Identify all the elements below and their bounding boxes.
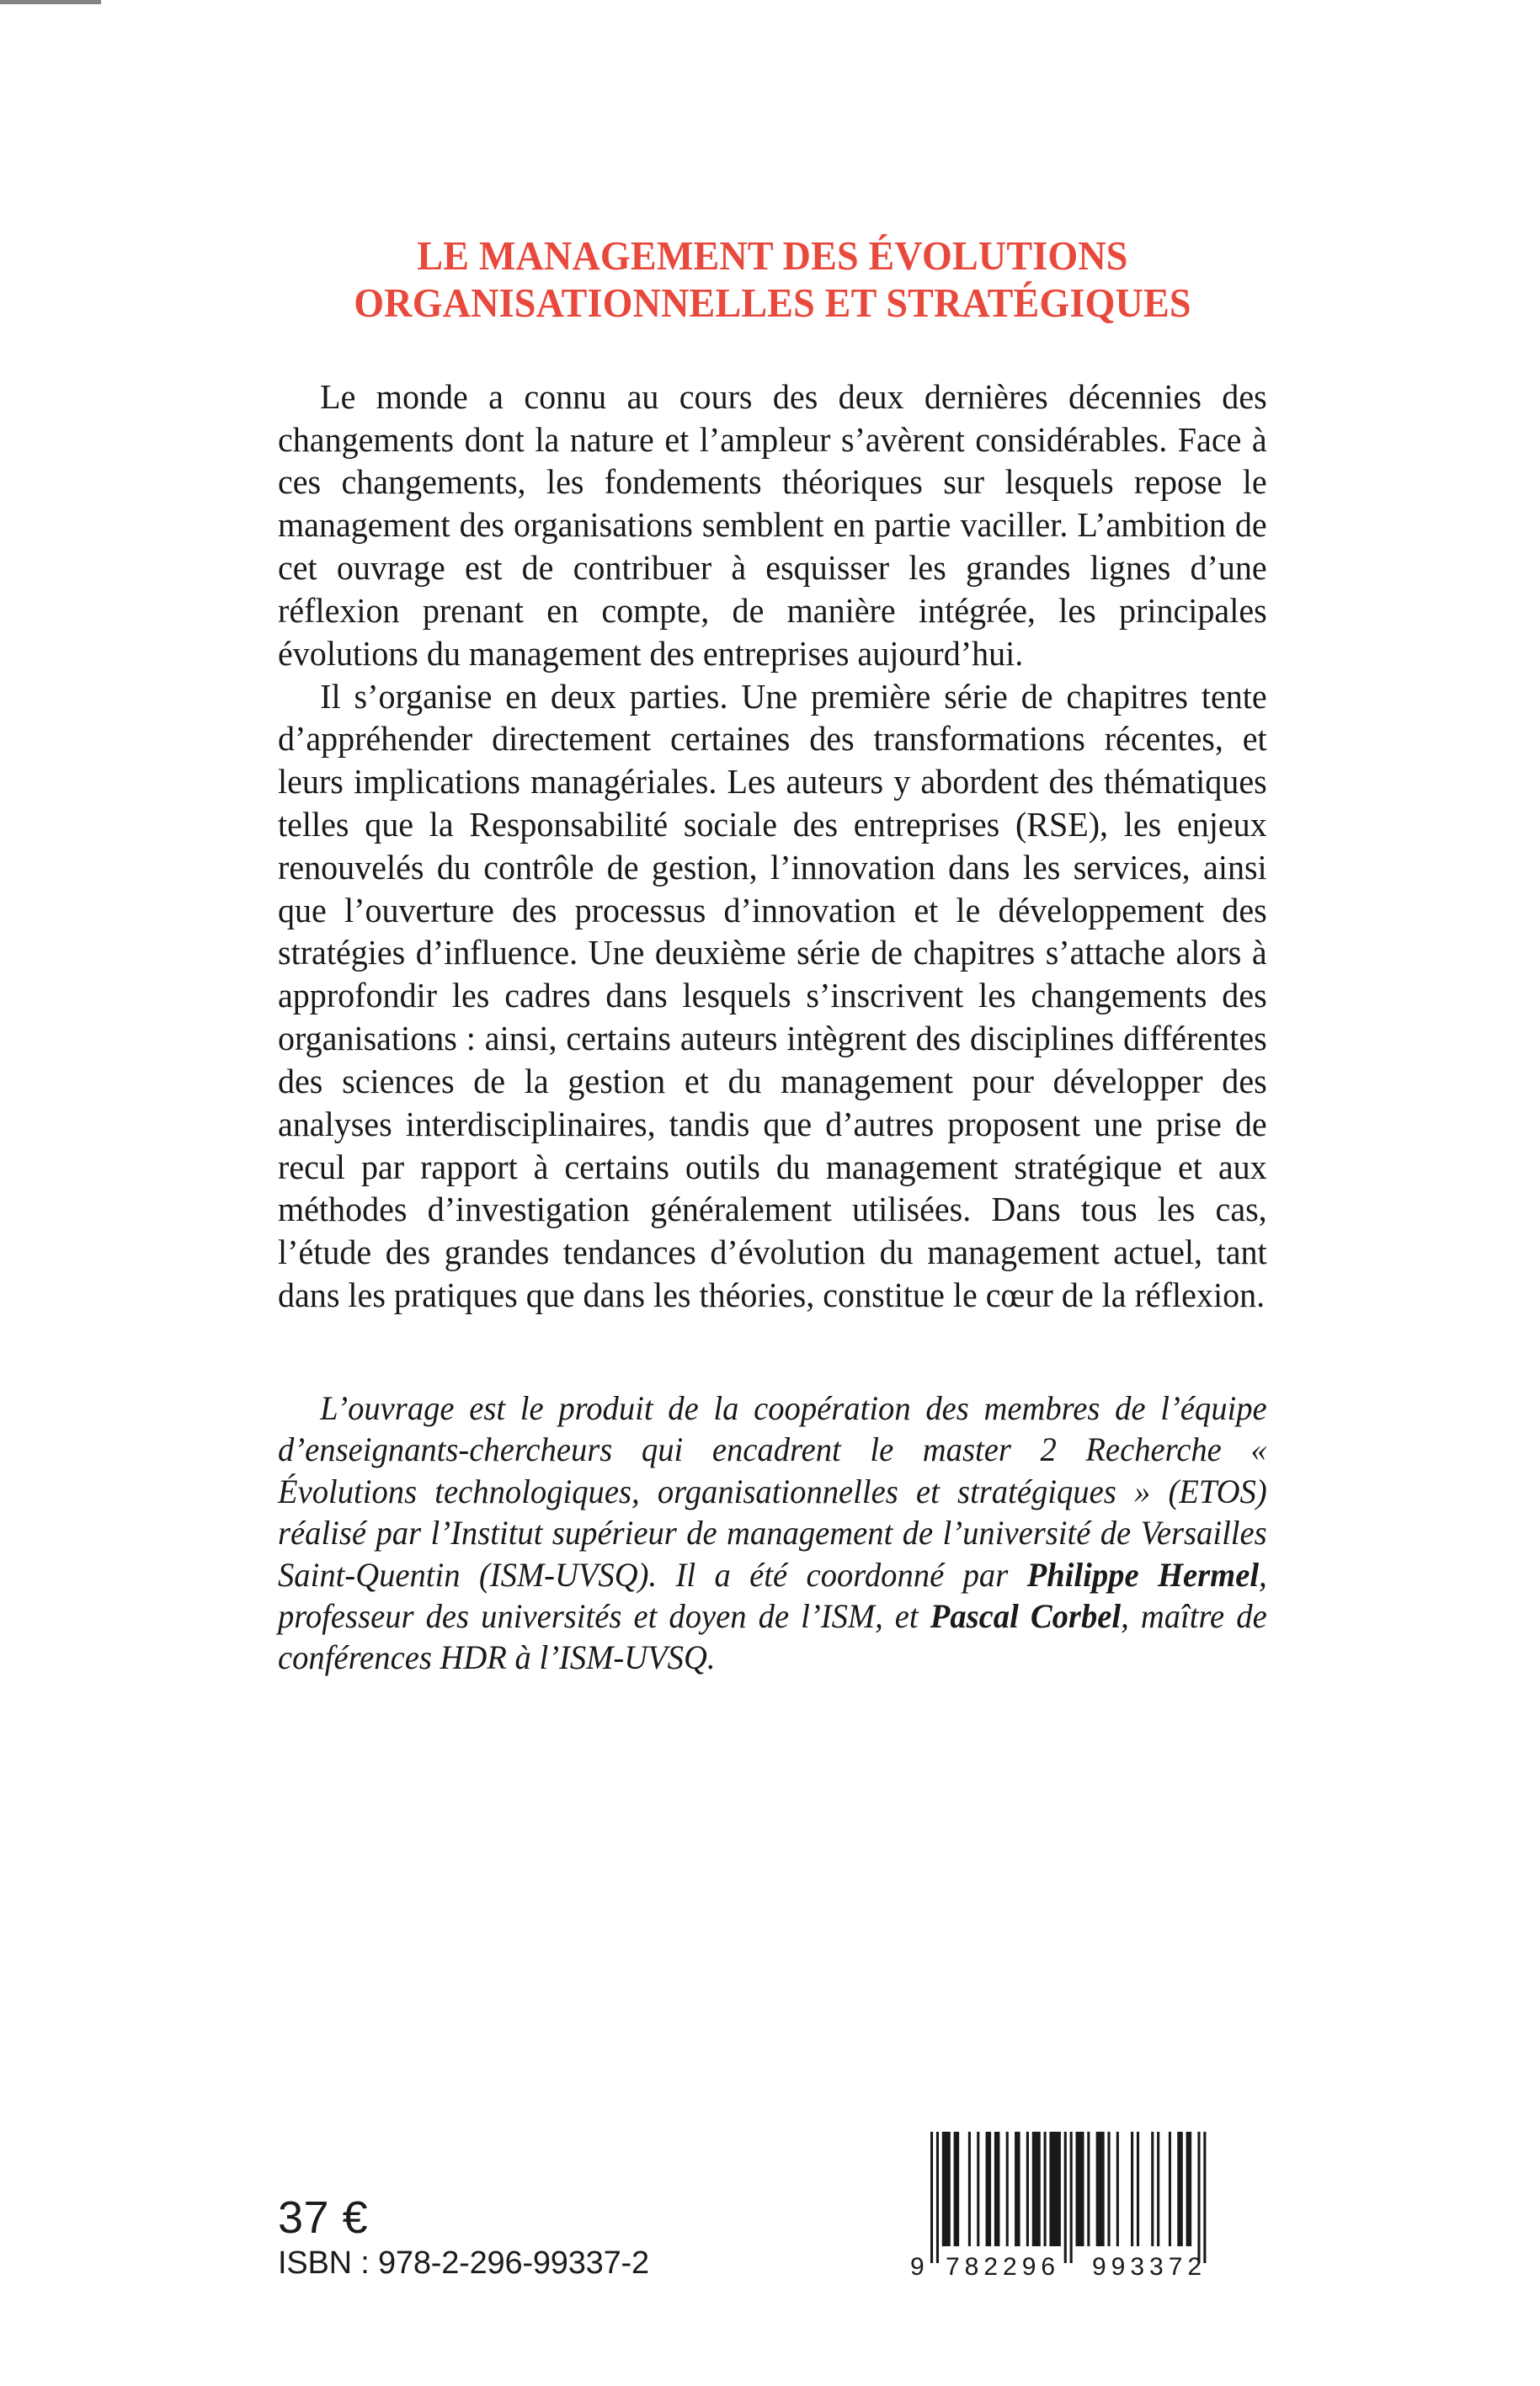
credits-lead-in: L’ouvrage est le produit de la coopération des membres de l’équipe d’enseignants-chercheurs qui encadrent le master 2 Recherche « Évolutions technologiques, organisationnelles et stratégiques » (ETOS) réalisé par l’Institut supérieur de management de l’université de Versailles Saint-Quentin (ISM-UVSQ). Il a été coordonné par (278, 1388, 1267, 1594)
barcode-digit-group-1: 782296 (946, 2253, 1061, 2278)
title-line-1: LE MANAGEMENT DES ÉVOLUTIONS (417, 232, 1128, 279)
barcode-digit-left: 9 (910, 2253, 925, 2278)
cover-footer (278, 2088, 1267, 2282)
editor-one-name: Philippe Hermel (1026, 1555, 1260, 1594)
barcode-digit-group-2: 993372 (1092, 2253, 1207, 2278)
barcode-ean13-icon (905, 2128, 1267, 2278)
credits-text (278, 1387, 1267, 1679)
editor-one-role: , professeur des universités et doyen de l’ISM, et (278, 1555, 1267, 1635)
blurb-paragraph-2: Il s’organise en deux parties. Une première série de chapitres tente d’appréhender directement certaines des transformations récentes, et leurs implications managériales. Les auteurs y abordent des thématiques telles que la Responsabilité sociale des entreprises (RSE), les enjeux renouvelés du contrôle de gestion, l’innovation dans les services, ainsi que l’ouverture des processus d’innovation et le développement des stratégies d’influence. Une deuxième série de chapitres s’attache alors à approfondir les cadres dans lesquels s’inscrivent les changements des organisations : ainsi, certains auteurs intègrent des disciplines différentes des sciences de la gestion et du management pour développer des analyses interdisciplinaires, tandis que d’autres proposent une prise de recul par rapport à certains outils du management stratégique et aux méthodes d’investigation généralement utilisées. Dans tous les cas, l’étude des grandes tendances d’évolution du management actuel, tant dans les pratiques que dans les théories, constitue le cœur de la réflexion. (278, 676, 1267, 1315)
title-line-2: ORGANISATIONNELLES ET STRATÉGIQUES (354, 279, 1191, 326)
barcode (905, 2128, 1267, 2278)
isbn-label: ISBN : 978-2-296-99337-2 (278, 2245, 649, 2282)
price-label: 37 € (278, 2192, 369, 2244)
scan-edge-artifact (0, 0, 101, 4)
blurb-text (278, 375, 1267, 1317)
editor-two-role: , maître de conférences HDR à l’ISM-UVSQ. (278, 1596, 1267, 1677)
credits-paragraph (278, 1387, 1267, 1679)
cover-content (278, 0, 1267, 1679)
price-isbn-block (278, 2193, 649, 2282)
editor-two-name: Pascal Corbel (930, 1596, 1122, 1635)
blurb-paragraph-1: Le monde a connu au cours des deux dernières décennies des changements dont la nature et l’ampleur s’avèrent considérables. Face à ces changements, les fondements théoriques sur lesquels repose le management des organisations semblent en partie vaciller. L’ambition de cet ouvrage est de contribuer à esquisser les grandes lignes d’une réflexion prenant en compte, de manière intégrée, les principales évolutions du management des entreprises aujourd’hui. (278, 376, 1267, 673)
page-title (307, 0, 1238, 327)
